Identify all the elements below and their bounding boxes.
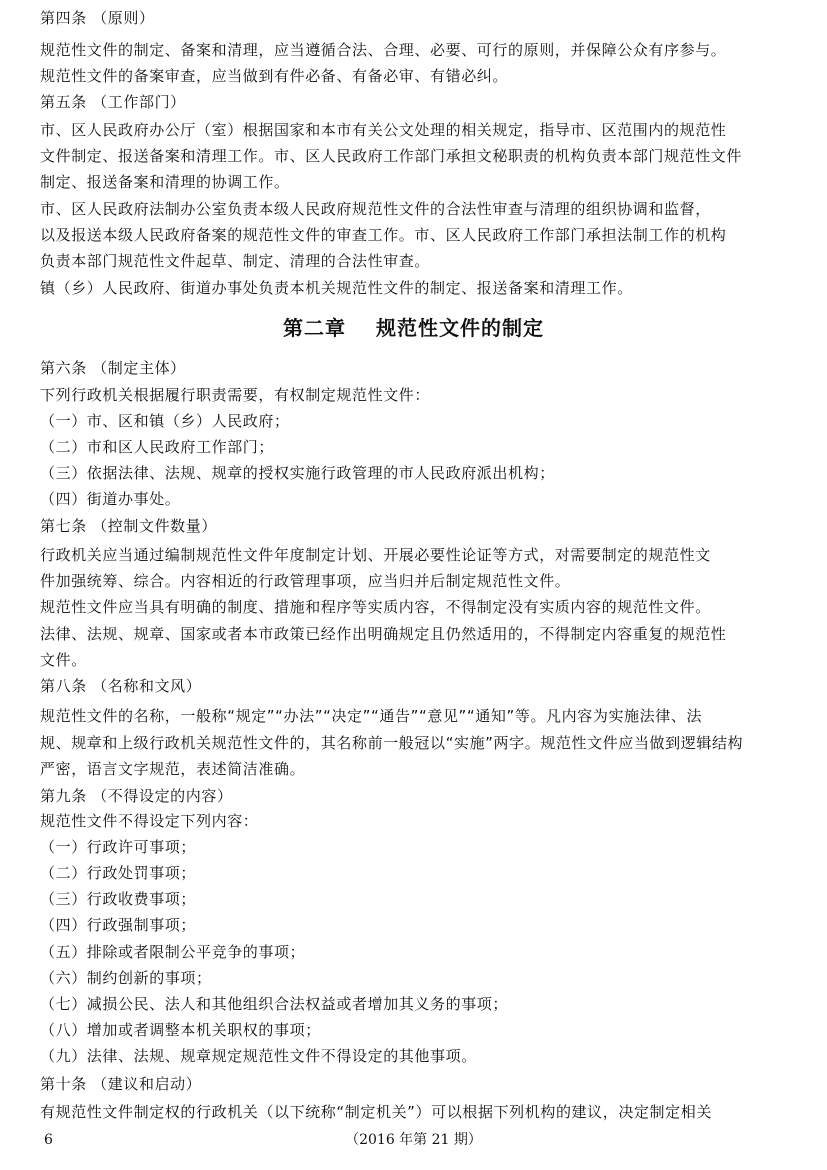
article-4-para-2: 规范性文件的备案审查，应当做到有件必备、有备必审、有错必纠。 [40,67,509,85]
article-4-heading: 第四条 （原则） [40,9,155,27]
article-9-item-6: （六）制约创新的事项； [40,969,212,987]
page-number: 6 [44,1132,53,1148]
article-10-heading: 第十条 （建议和启动） [40,1075,202,1093]
article-6-item-1: （一）市、区和镇（乡）人民政府； [40,412,290,430]
article-9-item-5: （五）排除或者限制公平竞争的事项； [40,943,306,961]
article-8-para-1-line-3: 严密，语言文字规范，表述简洁准确。 [40,760,306,778]
article-9-item-7: （七）减损公民、法人和其他组织合法权益或者增加其义务的事项； [40,995,509,1013]
article-9-item-2: （二）行政处罚事项； [40,864,197,882]
article-6-item-2: （二）市和区人民政府工作部门； [40,438,275,456]
article-4-para-1: 规范性文件的制定、备案和清理，应当遵循合法、合理、必要、可行的原则，并保障公众有序参与。 [40,41,727,59]
article-9-heading: 第九条 （不得设定的内容） [40,787,233,805]
article-7-para-3-line-1: 法律、法规、规章、国家或者本市政策已经作出明确规定且仍然适用的，不得制定内容重复的规范性 [40,625,727,643]
chapter-title: 规范性文件的制定 [376,316,544,340]
article-10-para-1-line-1: 有规范性文件制定权的行政机关（以下统称“制定机关”）可以根据下列机构的建议，决定制定相关 [40,1103,712,1121]
article-7-para-1-line-2: 件加强统筹、综合。内容相近的行政管理事项，应当归并后制定规范性文件。 [40,572,571,590]
article-7-para-1-line-1: 行政机关应当通过编制规范性文件年度制定计划、开展必要性论证等方式，对需要制定的规范性文 [40,546,711,564]
article-8-heading: 第八条 （名称和文风） [40,677,202,695]
article-8-para-1-line-1: 规范性文件的名称，一般称“规定”“办法”“决定”“通告”“意见”“通知”等。凡内容为实施法律、法 [40,707,703,725]
article-5-para-1-line-1: 市、区人民政府办公厅（室）根据国家和本市有关公文处理的相关规定，指导市、区范围内的规范性 [40,121,727,139]
article-5-para-2-line-3: 负责本部门规范性文件起草、制定、清理的合法性审查。 [40,252,431,270]
article-5-para-2-line-2: 以及报送本级人民政府备案的规范性文件的审查工作。市、区人民政府工作部门承担法制工作的机构 [40,226,727,244]
chapter-number: 第二章 [283,316,346,340]
article-5-heading: 第五条 （工作部门） [40,93,186,111]
article-6-item-4: （四）街道办事处。 [40,490,181,508]
article-5-para-1-line-3: 制定、报送备案和清理的协调工作。 [40,173,290,191]
article-7-para-3-line-2: 文件。 [40,651,87,669]
issue-label: （2016 年第 21 期） [345,1132,482,1148]
article-9-item-9: （九）法律、法规、规章规定规范性文件不得设定的其他事项。 [40,1047,477,1065]
article-8-para-1-line-2: 规、规章和上级行政机关规范性文件的，其名称前一般冠以“实施”两字。规范性文件应当做到逻辑结构 [40,734,744,752]
article-5-para-1-line-2: 文件制定、报送备案和清理工作。市、区人民政府工作部门承担文秘职责的机构负责本部门规范性文件 [40,147,743,165]
article-5-para-2-line-1: 市、区人民政府法制办公室负责本级人民政府规范性文件的合法性审查与清理的组织协调和监督， [40,200,711,218]
article-9-para-1: 规范性文件不得设定下列内容： [40,812,259,830]
article-9-item-4: （四）行政强制事项； [40,916,197,934]
article-9-item-8: （八）增加或者调整本机关职权的事项； [40,1021,321,1039]
article-7-heading: 第七条 （控制文件数量） [40,517,217,535]
article-6-heading: 第六条 （制定主体） [40,359,186,377]
article-9-item-1: （一）行政许可事项； [40,838,197,856]
article-6-item-3: （三）依据法律、法规、规章的授权实施行政管理的市人民政府派出机构； [40,464,555,482]
article-5-para-3: 镇（乡）人民政府、街道办事处负责本机关规范性文件的制定、报送备案和清理工作。 [40,279,633,297]
article-7-para-2: 规范性文件应当具有明确的制度、措施和程序等实质内容，不得制定没有实质内容的规范性文件。 [40,598,711,616]
article-9-item-3: （三）行政收费事项； [40,890,197,908]
chapter-heading [0,313,827,343]
article-6-para-1: 下列行政机关根据履行职责需要，有权制定规范性文件： [40,386,431,404]
